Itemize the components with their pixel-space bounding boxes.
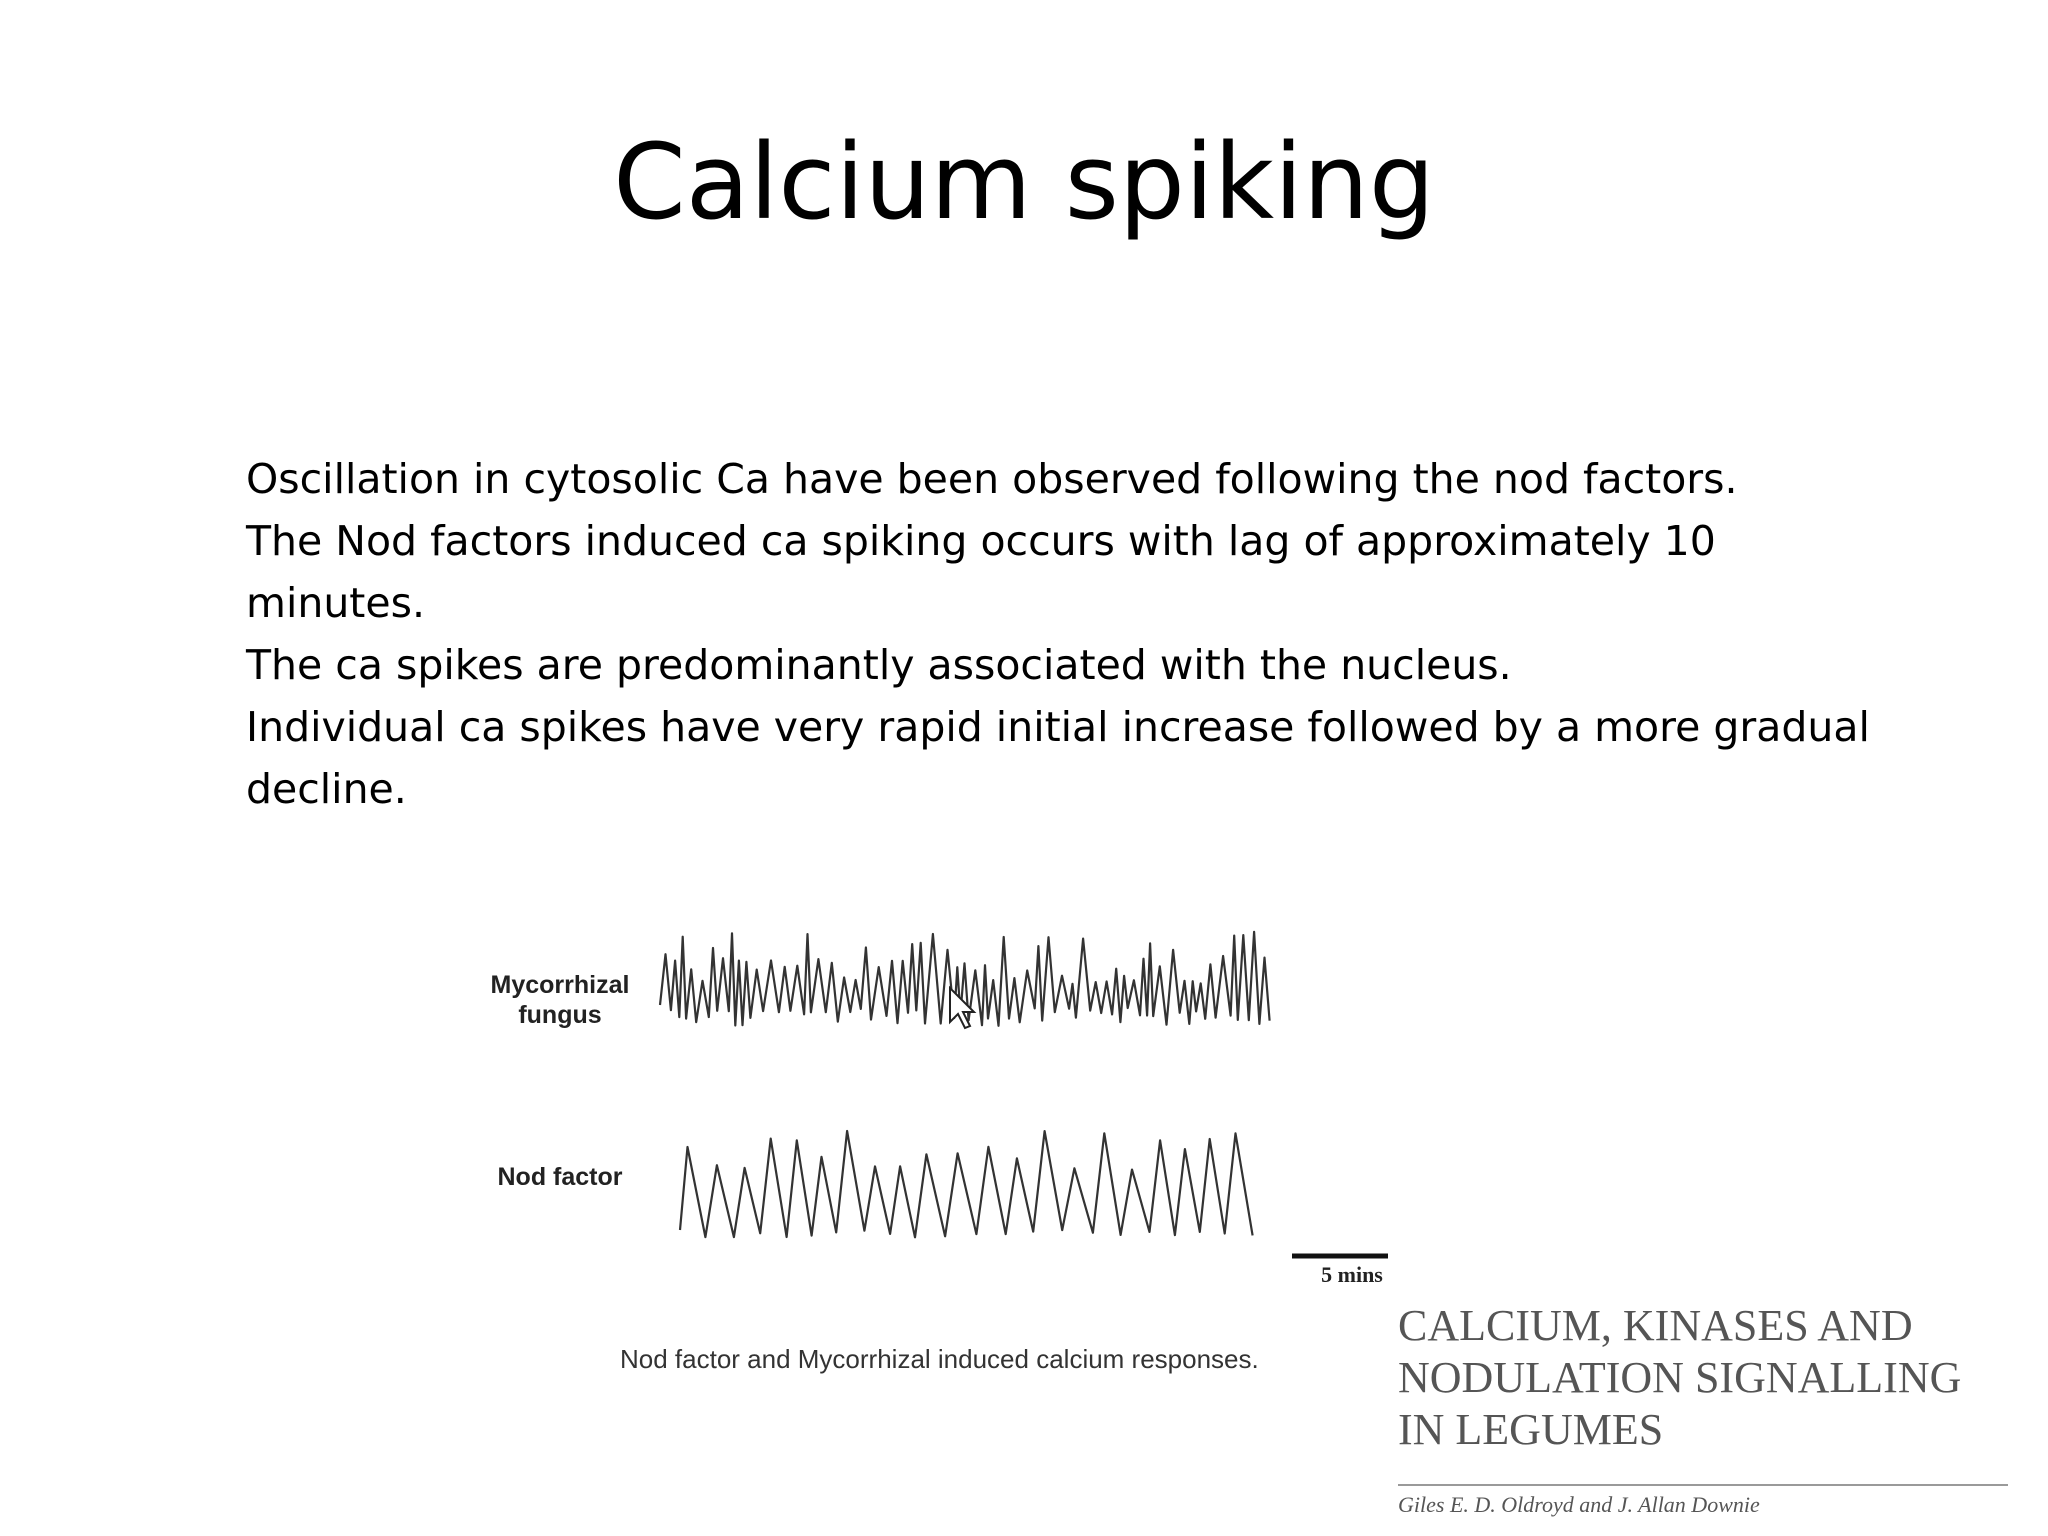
scale-bar-label: 5 mins xyxy=(1321,1262,1383,1287)
bullet-text: Oscillation in cytosolic Ca have been observed following the nod factors. xyxy=(246,455,1738,503)
reference-divider xyxy=(1398,1484,2008,1486)
nod-factor-trace-line xyxy=(680,1131,1253,1237)
reference-authors: Giles E. D. Oldroyd and J. Allan Downie xyxy=(1398,1492,1760,1517)
bullet-text: The ca spikes are predominantly associated with the nucleus. xyxy=(246,641,1512,689)
mycorrhizal-trace-label: Mycorrhizal fungus xyxy=(490,971,630,1029)
figure-caption: Nod factor and Mycorrhizal induced calcium responses. xyxy=(620,1344,1259,1374)
bullet-text: The Nod factors induced ca spiking occurs with lag of approximately 10 minutes. xyxy=(246,517,1716,627)
slide-title: Calcium spiking xyxy=(613,121,1435,243)
bullet-text: Individual ca spikes have very rapid initial increase followed by a more gradual decline. xyxy=(246,703,1870,813)
bullet-list xyxy=(246,448,1886,820)
trace-plot xyxy=(480,900,1480,1320)
reference-title: CALCIUM, KINASES AND NODULATION SIGNALLING IN LEGUMES xyxy=(1398,1301,1962,1454)
nod-factor-trace-label: Nod factor xyxy=(497,1163,623,1191)
calcium-trace-figure xyxy=(480,900,1480,1320)
reference-block xyxy=(1398,1300,2008,1518)
